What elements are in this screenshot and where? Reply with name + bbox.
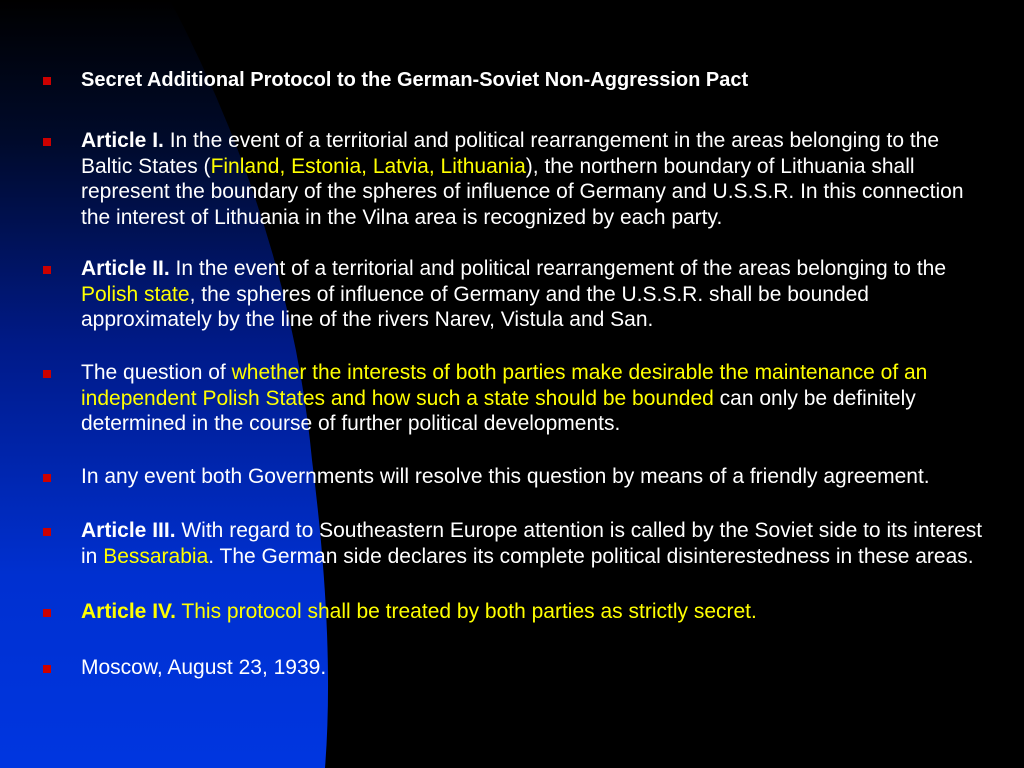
bullet-marker-icon (43, 77, 51, 85)
bullet-marker-icon (43, 370, 51, 378)
article-4-text: This protocol shall be treated by both parties as strictly secret. (175, 600, 757, 623)
article-2-highlight: Polish state (81, 282, 190, 306)
signoff-text: Moscow, August 23, 1939. (81, 656, 327, 679)
article-1-text-a: In the event of a territorial and political rearrangement in the areas belonging to the Baltic States ( (81, 129, 940, 178)
article-1-heading: Article I. (81, 129, 164, 152)
bullet-marker-icon (43, 266, 51, 274)
article-2-text-b: , the spheres of influence of Germany and the U.S.S.R. shall be bounded approximately by the line of the rivers Narev, Vistula and San. (81, 282, 869, 331)
resolution-text: In any event both Governments will resolve this question by means of a friendly agreement. (81, 465, 930, 488)
slide-title: Secret Additional Protocol to the German-Soviet Non-Aggression Pact (81, 69, 749, 91)
bullet-marker-icon (43, 474, 51, 482)
article-3-text-a: With regard to Southeastern Europe attention is called by the Soviet side to its interest in (81, 519, 983, 568)
bullet-marker-icon (43, 665, 51, 673)
article-2-text-a: In the event of a territorial and political rearrangement of the areas belonging to the (169, 257, 947, 280)
list-item-article-2 (81, 256, 996, 333)
list-item-article-3 (81, 518, 996, 569)
question-highlight: whether the interests of both parties make desirable the maintenance of an independent Polish States and how such a state should be bounded (81, 361, 928, 410)
article-2-heading: Article II. (81, 257, 170, 280)
list-item-resolution (81, 464, 996, 490)
list-item-article-1 (81, 128, 996, 230)
question-text-b: can only be definitely determined in the course of further political developments. (81, 386, 916, 435)
article-3-text-b: . The German side declares its complete political disinterestedness in these areas. (208, 544, 974, 568)
question-text-a: The question of (81, 361, 232, 384)
article-4-heading: Article IV. (81, 600, 176, 623)
article-3-heading: Article III. (81, 519, 176, 542)
article-1-text-b: ), the northern boundary of Lithuania shall represent the boundary of the spheres of influence of Germany and U.S.S.R. In this connection the interest of Lithuania in the Vilna area is recognized by each party. (81, 154, 964, 229)
article-1-highlight: Finland, Estonia, Latvia, Lithuania (210, 154, 526, 178)
list-item-signoff (81, 655, 996, 681)
list-item-article-4 (81, 599, 996, 625)
bullet-marker-icon (43, 528, 51, 536)
list-item-title (81, 67, 996, 94)
bullet-marker-icon (43, 609, 51, 617)
list-item-question (81, 360, 996, 437)
bullet-marker-icon (43, 138, 51, 146)
article-3-highlight: Bessarabia (103, 544, 209, 568)
